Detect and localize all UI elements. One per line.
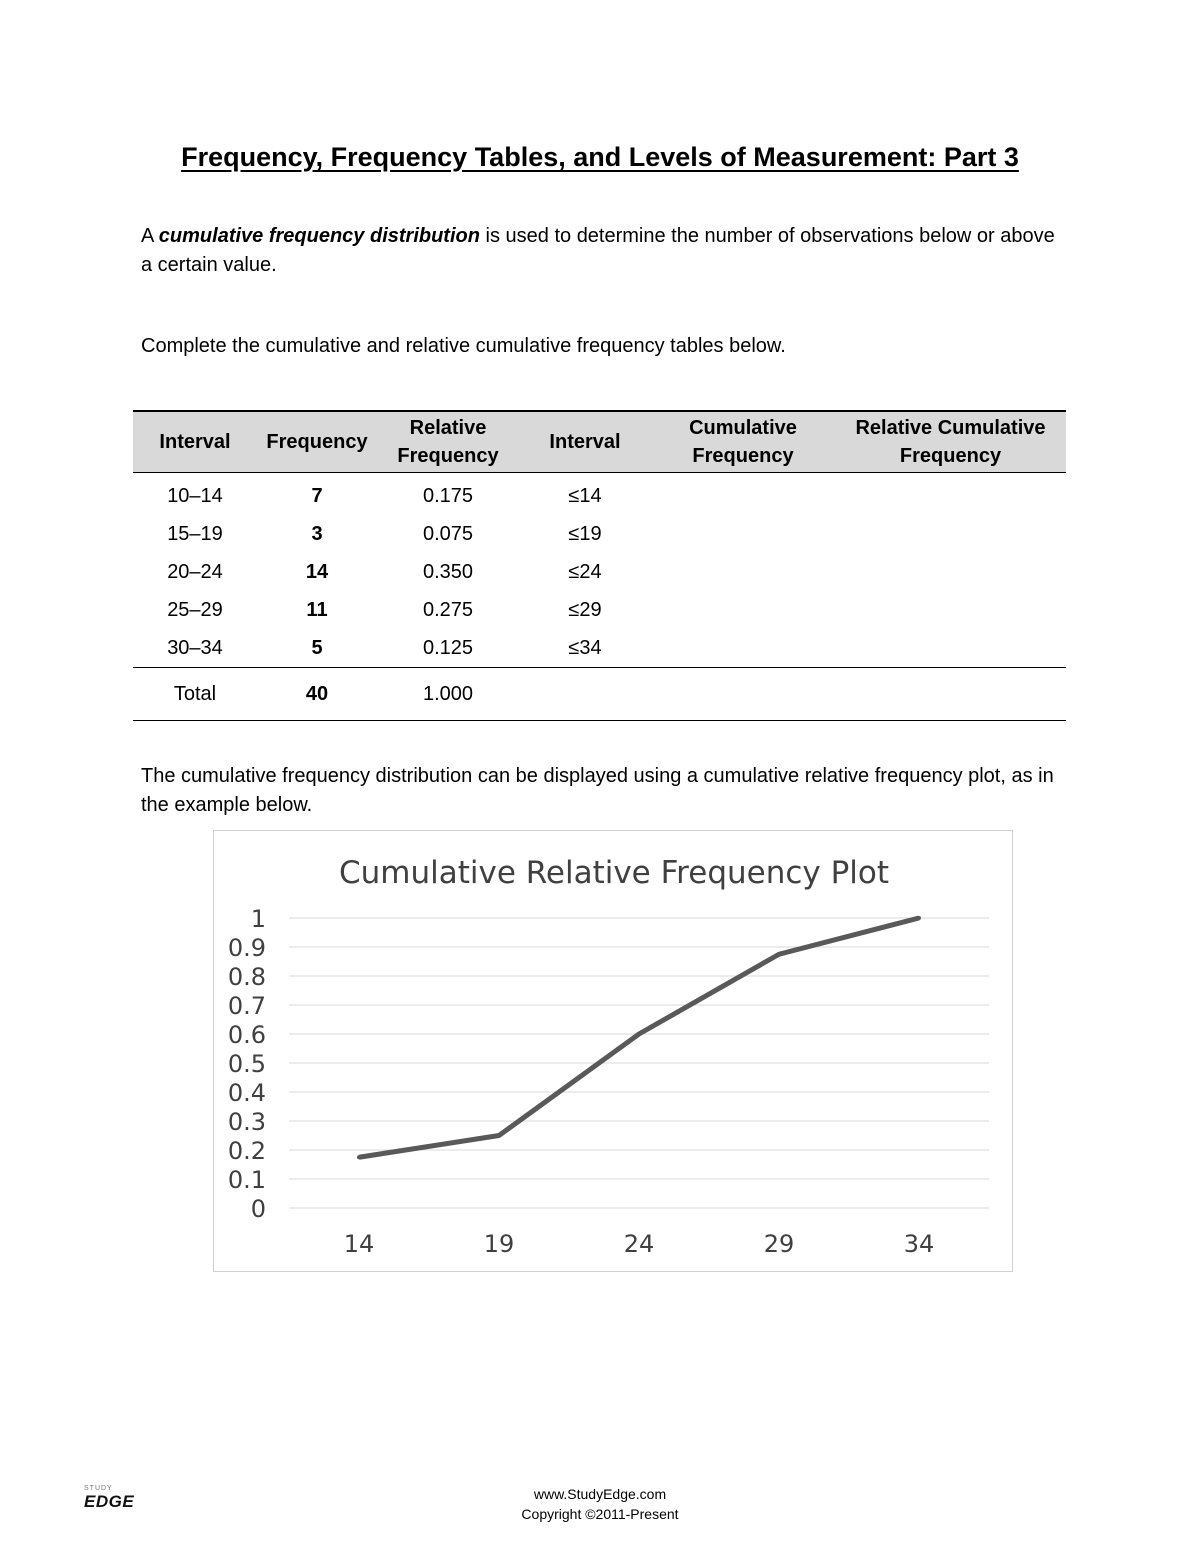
cell-interval: 25–29 bbox=[167, 598, 223, 621]
cell-relative: 0.275 bbox=[422, 598, 474, 621]
intro-suffix: is used to determine the number of observations below or above a certain value. bbox=[141, 225, 1055, 276]
cell-cumulative[interactable] bbox=[651, 629, 835, 668]
header-cumulative-frequency: Cumulative Frequency bbox=[651, 411, 835, 473]
intro-term: cumulative frequency distribution bbox=[158, 225, 480, 247]
total-relative: 1.000 bbox=[377, 668, 519, 721]
cell-relative: 0.075 bbox=[422, 522, 474, 545]
y-tick-label: 0.2 bbox=[227, 1137, 266, 1165]
y-tick-label: 0.6 bbox=[227, 1021, 266, 1049]
cell-rel-cumulative[interactable] bbox=[835, 629, 1066, 668]
cell-frequency: 11 bbox=[306, 598, 328, 621]
cell-frequency: 14 bbox=[305, 560, 329, 583]
cell-frequency: 5 bbox=[311, 636, 323, 659]
total-empty bbox=[519, 668, 651, 721]
y-tick-label: 0.1 bbox=[227, 1166, 266, 1194]
total-empty bbox=[651, 668, 835, 721]
y-tick-label: 0.8 bbox=[227, 963, 266, 991]
table-header-row bbox=[133, 411, 1066, 473]
cell-cum-interval: ≤19 bbox=[568, 522, 602, 545]
cell-relative: 0.175 bbox=[422, 484, 474, 507]
x-tick-label: 19 bbox=[483, 1230, 515, 1258]
cell-cum-interval: ≤14 bbox=[568, 484, 602, 507]
footer-copyright: Copyright ©2011-Present bbox=[521, 1506, 679, 1522]
cell-interval: 20–24 bbox=[167, 560, 223, 583]
table-row bbox=[133, 473, 1066, 516]
intro-prefix: A bbox=[141, 225, 159, 247]
cell-interval: 30–34 bbox=[167, 636, 223, 659]
data-point bbox=[637, 1032, 641, 1036]
y-tick-label: 0.9 bbox=[227, 934, 266, 962]
cell-cum-interval: ≤34 bbox=[568, 636, 602, 659]
cell-cumulative[interactable] bbox=[651, 591, 835, 629]
table-row bbox=[133, 591, 1066, 629]
frequency-table bbox=[133, 410, 1066, 721]
table-row bbox=[133, 515, 1066, 553]
cell-rel-cumulative[interactable] bbox=[835, 553, 1066, 591]
plot-description: The cumulative frequency distribution can be displayed using a cumulative relative frequency plot, as in the example below. bbox=[141, 765, 1054, 816]
intro-paragraph bbox=[141, 222, 1071, 280]
cell-frequency: 3 bbox=[311, 522, 323, 545]
page-title: Frequency, Frequency Tables, and Levels of Measurement: Part 3 bbox=[181, 142, 1019, 172]
instruction-text: Complete the cumulative and relative cumulative frequency tables below. bbox=[141, 335, 786, 357]
header-relative-frequency: Relative Frequency bbox=[377, 411, 519, 473]
cell-cum-interval: ≤24 bbox=[568, 560, 602, 583]
logo-main-text: EDGE bbox=[84, 1492, 135, 1511]
cell-cumulative[interactable] bbox=[651, 553, 835, 591]
table-row bbox=[133, 553, 1066, 591]
data-point bbox=[777, 952, 781, 956]
header-frequency: Frequency bbox=[257, 411, 377, 473]
table-total-row bbox=[133, 668, 1066, 721]
total-label: Total bbox=[133, 668, 257, 721]
total-frequency: 40 bbox=[257, 668, 377, 721]
cell-rel-cumulative[interactable] bbox=[835, 473, 1066, 516]
cell-cumulative[interactable] bbox=[651, 473, 835, 516]
chart-container bbox=[213, 830, 1013, 1272]
y-tick-label: 0 bbox=[250, 1195, 266, 1223]
header-relative-cumulative-frequency: Relative Cumulative Frequency bbox=[835, 411, 1066, 473]
data-point bbox=[917, 916, 921, 920]
y-tick-label: 0.7 bbox=[227, 992, 266, 1020]
cell-interval: 10–14 bbox=[167, 484, 223, 507]
cell-relative: 0.125 bbox=[422, 636, 474, 659]
cell-cumulative[interactable] bbox=[651, 515, 835, 553]
data-point bbox=[497, 1134, 501, 1138]
x-tick-label: 29 bbox=[763, 1230, 795, 1258]
x-tick-label: 14 bbox=[343, 1230, 375, 1258]
y-tick-label: 0.5 bbox=[227, 1050, 266, 1078]
page-footer bbox=[0, 1484, 1200, 1524]
cumulative-relative-frequency-chart bbox=[214, 831, 1014, 1273]
cell-relative: 0.350 bbox=[422, 560, 474, 583]
x-tick-label: 24 bbox=[623, 1230, 655, 1258]
footer-website: www.StudyEdge.com bbox=[533, 1486, 667, 1502]
header-cum-interval: Interval bbox=[519, 411, 651, 473]
x-tick-label: 34 bbox=[903, 1230, 935, 1258]
y-tick-label: 0.3 bbox=[227, 1108, 266, 1136]
cell-rel-cumulative[interactable] bbox=[835, 591, 1066, 629]
cell-cum-interval: ≤29 bbox=[568, 598, 602, 621]
header-interval: Interval bbox=[133, 411, 257, 473]
cell-frequency: 7 bbox=[311, 484, 323, 507]
total-empty bbox=[835, 668, 1066, 721]
data-point bbox=[357, 1155, 361, 1159]
y-tick-label: 1 bbox=[250, 905, 266, 933]
table-row bbox=[133, 629, 1066, 668]
cell-rel-cumulative[interactable] bbox=[835, 515, 1066, 553]
chart-title: Cumulative Relative Frequency Plot bbox=[338, 855, 890, 891]
cell-interval: 15–19 bbox=[167, 522, 223, 545]
logo-top-text: STUDY bbox=[84, 1485, 113, 1492]
y-tick-label: 0.4 bbox=[227, 1079, 266, 1107]
